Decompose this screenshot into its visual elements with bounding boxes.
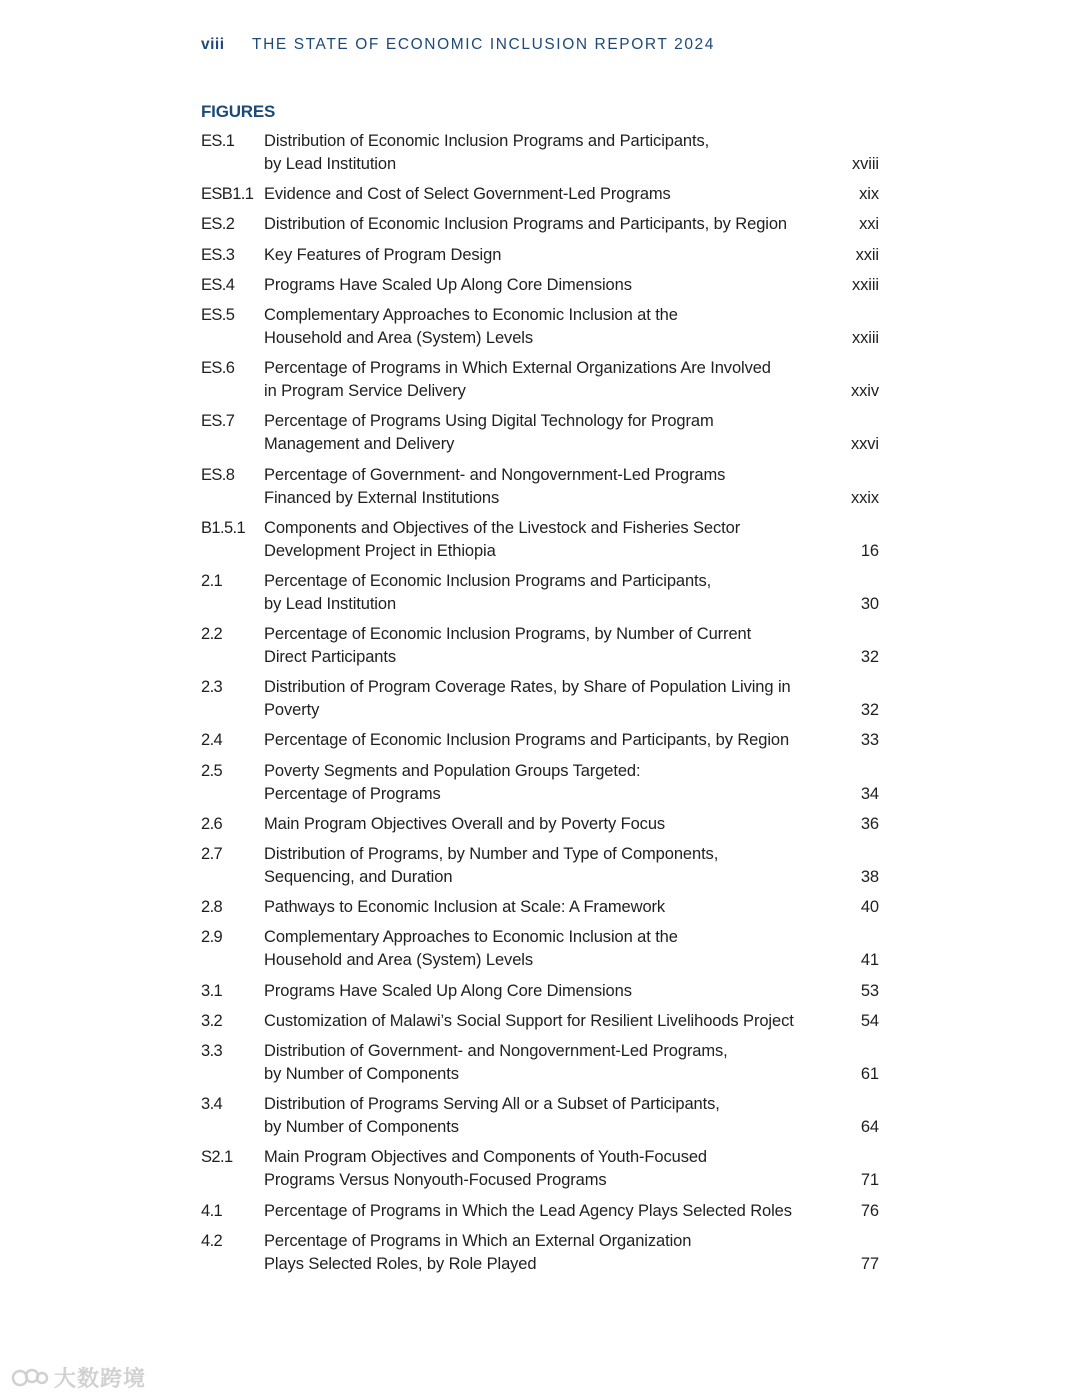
figure-title-line: Distribution of Programs Serving All or a Subset of Participants, [264,1095,720,1114]
toc-entry[interactable] [201,676,879,722]
toc-entry[interactable] [201,729,879,752]
figure-title-line: Programs Have Scaled Up Along Core Dimensions [264,981,632,1000]
figure-title-line: Percentage of Programs in Which External Organizations Are Involved [264,359,771,378]
figure-number: B1.5.1 [201,518,246,537]
figure-number: ES.1 [201,132,235,150]
figure-title [264,357,839,403]
figure-page-number: 30 [860,594,879,613]
figure-title-line: Sequencing, and Duration [264,868,453,886]
toc-entry[interactable] [201,1040,879,1086]
toc-entry[interactable] [201,1230,879,1276]
toc-entry[interactable] [201,464,879,510]
watermark [10,1362,146,1393]
figure-page-number: 34 [860,784,879,803]
figure-title-line: Development Project in Ethiopia [264,541,496,560]
figure-title-line: Percentage of Economic Inclusion Programs and Participants, [264,571,712,590]
figure-title-line: Complementary Approaches to Economic Inclusion at the [264,305,678,324]
figure-number: 4.1 [201,1201,223,1220]
toc-entry[interactable] [201,410,879,456]
figure-title [264,1040,839,1086]
figure-page-number: xix [859,185,879,204]
figure-number: ES.5 [201,305,235,324]
toc-entry[interactable] [201,570,879,616]
figure-number: 2.1 [201,571,223,590]
figure-page-number: 54 [860,1011,879,1030]
figure-page-number: xxvi [850,435,879,454]
figure-title-line: Percentage of Programs Using Digital Technology for Program [264,412,714,431]
figure-page-number: 61 [860,1064,879,1083]
figure-title [264,676,839,722]
figure-title-line: Distribution of Economic Inclusion Programs and Participants, [264,132,710,150]
figure-title-line: Percentage of Economic Inclusion Programs, by Number of Current [264,625,752,644]
toc-entry[interactable] [201,1200,879,1223]
figure-number: ES.3 [201,245,235,264]
figure-title-line: in Program Service Delivery [264,382,466,401]
toc-entry[interactable] [201,896,879,919]
figure-title-line: Household and Area (System) Levels [264,328,533,347]
figure-title [264,410,839,456]
figure-page-number: xxix [850,488,879,507]
header-report-title: THE STATE OF ECONOMIC INCLUSION REPORT 2024 [252,36,715,53]
figure-page-number: xxiv [850,382,879,401]
toc-entry[interactable] [201,517,879,563]
toc-entry[interactable] [201,623,879,669]
figure-number: ES.2 [201,215,235,234]
figure-title [264,1230,839,1276]
figure-title [264,813,839,836]
figure-title [264,729,839,752]
toc-entry[interactable] [201,926,879,972]
figure-title-line: Distribution of Programs, by Number and Type of Components, [264,845,719,863]
figure-title-line: Poverty [264,701,320,720]
figure-title-line: Evidence and Cost of Select Government-Led Programs [264,185,671,204]
figure-number: 3.2 [201,1011,223,1030]
figure-title-line: Distribution of Program Coverage Rates, by Share of Population Living in [264,678,791,697]
figure-number: 2.3 [201,678,223,697]
figure-number: 4.2 [201,1231,223,1250]
toc-entry[interactable] [201,304,879,350]
figure-number: 2.2 [201,625,223,644]
toc-entry[interactable] [201,1010,879,1033]
figure-number: 3.4 [201,1095,223,1114]
figure-title-line: Percentage of Programs in Which the Lead Agency Plays Selected Roles [264,1201,792,1220]
figure-title-line: Components and Objectives of the Livestock and Fisheries Sector [264,518,741,537]
figure-title [264,896,839,919]
figure-title [264,1146,839,1192]
figure-title [264,244,839,267]
figure-number: 2.6 [201,814,223,833]
figure-page-number: 64 [860,1118,879,1137]
figure-page-number: 53 [860,981,879,1000]
figure-title [264,517,839,563]
header-page-number: viii [201,36,225,53]
figure-title [264,130,839,176]
figure-title [264,980,839,1003]
figure-title-line: by Lead Institution [264,594,397,613]
figure-title [264,274,839,297]
toc-entry[interactable] [201,274,879,297]
section-title: FIGURES [201,102,276,121]
figure-number: ES.4 [201,275,235,294]
figure-title-line: by Number of Components [264,1118,459,1137]
figure-title [264,464,839,510]
figure-number: ES.6 [201,359,235,378]
figure-page-number: xxiii [852,328,879,347]
figure-title-line: Management and Delivery [264,435,455,454]
figure-title [264,570,839,616]
toc-entry[interactable] [201,357,879,403]
figure-title-line: Key Features of Program Design [264,245,502,264]
toc-entry[interactable] [201,183,879,206]
figure-page-number: 16 [860,541,879,560]
figure-number: S2.1 [201,1148,233,1167]
figure-number: 2.7 [201,845,223,863]
toc-entry[interactable] [201,244,879,267]
figure-page-number: 33 [860,731,879,750]
figure-page-number: 77 [860,1254,879,1273]
figure-title-line: Financed by External Institutions [264,488,500,507]
toc-entry[interactable] [201,813,879,836]
figure-title [264,760,839,806]
toc-entry[interactable] [201,213,879,236]
figure-title-line: Household and Area (System) Levels [264,951,533,970]
figure-page-number: 40 [860,898,879,917]
figure-title-line: Customization of Malawi’s Social Support for Resilient Livelihoods Project [264,1011,794,1030]
figure-title-line: Percentage of Economic Inclusion Programs and Participants, by Region [264,731,790,750]
figure-page-number: xxiii [852,275,879,294]
toc-entry[interactable] [201,1146,879,1192]
figure-title-line: Percentage of Government- and Nongovernment-Led Programs [264,465,726,484]
figures-list [201,130,879,1283]
figure-page-number: xxii [855,245,879,264]
figure-number: 2.8 [201,898,223,917]
figure-title-line: Programs Have Scaled Up Along Core Dimensions [264,275,632,294]
figure-page-number: 32 [860,701,879,720]
figure-page-number: xviii [852,155,879,173]
figure-title-line: Poverty Segments and Population Groups Targeted: [264,761,641,780]
toc-entry[interactable] [201,980,879,1003]
figure-title-line: by Number of Components [264,1064,459,1083]
figure-title-line: Main Program Objectives Overall and by Poverty Focus [264,814,666,833]
figure-page-number: 71 [860,1171,879,1190]
figure-title-line: Programs Versus Nonyouth-Focused Programs [264,1171,607,1190]
figure-title [264,843,839,889]
figure-title-line: Percentage of Programs [264,784,441,803]
figure-page-number: xxi [859,215,879,234]
figure-number: 2.9 [201,928,223,947]
figure-title [264,1010,839,1033]
figure-number: 2.4 [201,731,223,750]
figure-number: 2.5 [201,761,223,780]
figure-title [264,926,839,972]
figure-number: ES.8 [201,465,235,484]
figure-number: 3.1 [201,981,223,1000]
figure-page-number: 41 [860,951,879,970]
figure-page-number: 76 [860,1201,879,1220]
figure-title [264,183,839,206]
figure-title-line: Distribution of Government- and Nongovernment-Led Programs, [264,1041,728,1060]
figure-page-number: 38 [860,868,879,886]
figure-title-line: Complementary Approaches to Economic Inclusion at the [264,928,678,947]
figure-title [264,1093,839,1139]
figure-number: ES.7 [201,412,235,431]
figure-page-number: 36 [860,814,879,833]
figure-title [264,304,839,350]
toc-entry[interactable] [201,130,879,176]
figure-page-number: 32 [860,648,879,667]
toc-entry[interactable] [201,760,879,806]
figure-title-line: Plays Selected Roles, by Role Played [264,1254,537,1273]
figure-title [264,623,839,669]
figure-title-line: Main Program Objectives and Components of Youth-Focused [264,1148,707,1167]
figure-title [264,213,839,236]
figure-title-line: Direct Participants [264,648,396,667]
toc-entry[interactable] [201,1093,879,1139]
watermark-logo-icon [10,1366,50,1390]
figure-number: ESB1.1 [201,185,254,204]
figure-title-line: Pathways to Economic Inclusion at Scale: A Framework [264,898,666,917]
figure-title-line: Percentage of Programs in Which an External Organization [264,1231,692,1250]
figure-title-line: by Lead Institution [264,155,397,173]
watermark-text: 大数跨境 [54,1366,147,1391]
figure-title-line: Distribution of Economic Inclusion Programs and Participants, by Region [264,215,787,234]
figure-number: 3.3 [201,1041,223,1060]
running-header [201,36,715,54]
toc-entry[interactable] [201,843,879,889]
figure-title [264,1200,839,1223]
